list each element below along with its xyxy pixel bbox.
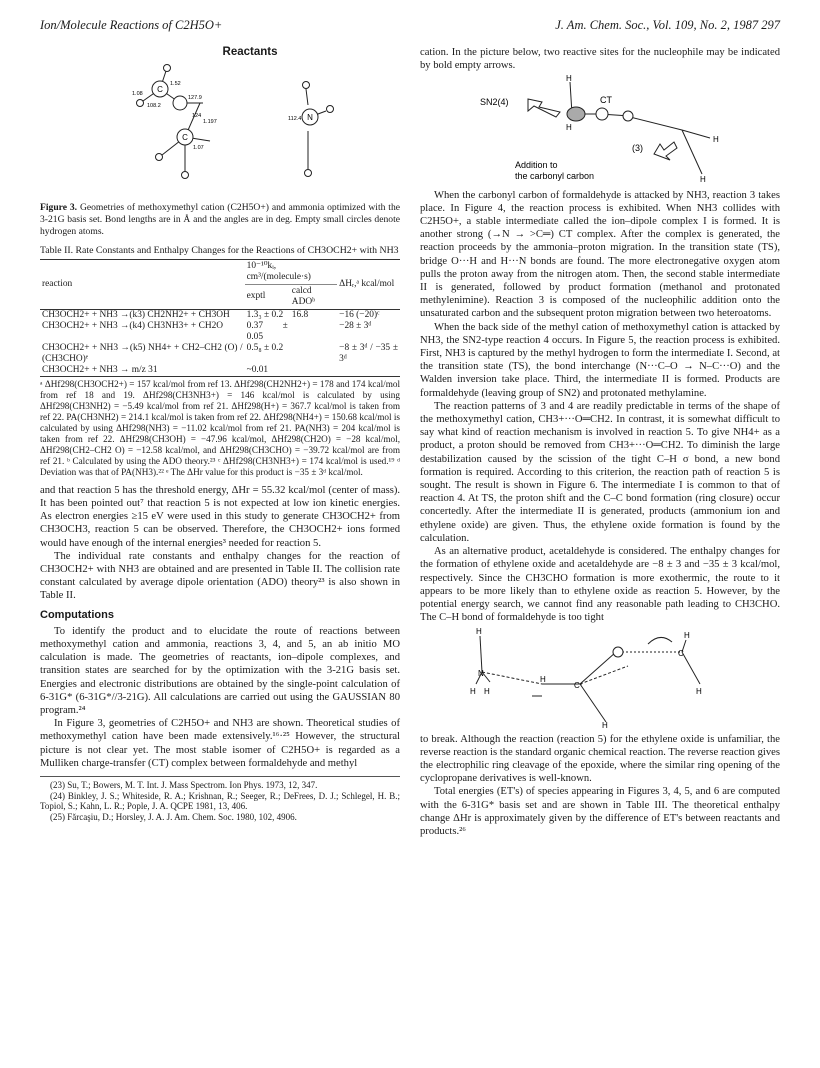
atom-label-c2: C	[182, 133, 188, 143]
table-2-title: Table II. Rate Constants and Enthalpy Changes for the Reactions of CH3OCH2+ with NH3	[40, 245, 399, 257]
table-row: CH3OCH2+ + NH3 →(k4) CH3NH3+ + CH2O 0.37 ± 0.05 −28 ± 3ᵈ	[42, 320, 372, 342]
addition-label: the carbonyl carbon	[515, 171, 595, 182]
figure-3-caption: Figure 3. Geometries of methoxymethyl cation (C2H5O+) and ammonia optimized with the 3-21G basis set. Bond lengths are in Å and the angles are in deg. Empty small circles denote hydrogen atoms.	[40, 202, 400, 237]
h-label: H	[476, 627, 482, 637]
bond-label-g: 1.07	[193, 145, 204, 152]
reference-item: (24) Binkley, J. S.; Whiteside, R. A.; Krishnan, R.; Seeger, R.; DeFrees, D. J.; Schlegel, H. B.; Topiol, S.; Kahn, L. R.; Pople, J. A. QCPE 1981, 13, 406.	[40, 790, 400, 812]
sn2-label: SN2(4)	[480, 97, 509, 108]
body-paragraph: To identify the product and to elucidate the route of reactions between methoxymethyl cation and ammonia, reactions 3, 4, and 5, an ab initio MO calculation is made. The geometries of reactants, ion–dipole complexes, and transition states are searched for by the optimization with the 3-21G basis set. Energies and electronic distributions are obtained by the single-point calculation of 6-31G* (6-31G*//3-21G). All calculations are carried out using the GAUSSIAN 80 program.²⁴	[40, 625, 400, 717]
methyl-carbon	[567, 107, 585, 121]
addition-label: Addition to	[515, 160, 558, 171]
body-paragraph: The individual rate constants and enthalpy changes for the reaction of CH3OCH2+ with NH3 are obtained and are presented in Table II. The collision rate constant calculated by average dipole orientation (ADO) theory²³ is also shown in Table II.	[40, 550, 400, 602]
col-header-exptl: exptl	[246, 291, 266, 302]
h-label: H	[700, 175, 706, 185]
h-label: H	[470, 687, 476, 697]
reaction-number: (3)	[632, 143, 643, 154]
section-heading: Computations	[40, 608, 114, 621]
oxygen-atom	[596, 108, 608, 120]
table-2	[40, 245, 400, 478]
col-header-group: 10⁻¹⁰kᵢ, cm³/(molecule·s)	[245, 259, 338, 284]
running-header	[40, 18, 780, 36]
header-journal: J. Am. Chem. Soc., Vol. 109, No. 2, 1987 297	[555, 18, 780, 32]
bond-label-a: 1.52	[170, 81, 181, 88]
h-label: H	[602, 721, 608, 729]
body-paragraph: to break. Although the reaction (reaction 5) for the ethylene oxide is unfamiliar, the reverse reaction is the standard organic chemical reaction. The reverse reaction gives the electrophilic ring cleavage of the epoxide, where the similar ring opening of the cyclopropane derivatives is well-known.	[420, 733, 780, 785]
angle-label-c: 108.2	[147, 103, 161, 110]
atom-label-c1: C	[157, 85, 163, 95]
curved-arrow-icon	[648, 638, 672, 645]
h-label: H	[566, 74, 572, 84]
h-label: H	[696, 687, 702, 697]
body-paragraph: and that reaction 5 has the threshold energy, ΔHr = 55.32 kcal/mol (center of mass). It has been pointed out⁷ that reaction 5 is not expected at low ion kinetic energies. As electron energies ≥15 eV were used in this study to generate CH3OCH2+ from CH3OCH3, reaction 5 can be observed. Therefore, the CH3OCH2+ ions formed would have enough of the internal energies³ needed for reaction 5.	[40, 484, 400, 549]
bond-label-f: 1.197	[203, 119, 217, 126]
c-label: C	[678, 649, 684, 659]
h-label: H	[566, 123, 572, 133]
left-column	[40, 46, 400, 822]
table-row: CH3OCH2+ + NH3 → m/z 31 ~0.01	[40, 365, 400, 377]
table-row: CH3OCH2+ + NH3 →(k5) NH4+ + CH2–CH2 (O) / (CH3CHO)ᵉ 0.5₈ ± 0.2 −8 ± 3ᵈ / −35 ± 3ᵈ	[42, 342, 398, 364]
angle-label-e: 124	[192, 113, 202, 120]
h-label: H	[484, 687, 490, 697]
body-paragraph: cation. In the picture below, two reactive sites for the nucleophile may be indicated by bold empty arrows.	[420, 47, 780, 72]
table-2-footnote: ᵃ ΔHf298(CH3OCH2+) = 157 kcal/mol from ref 13. ΔHf298(CH2NH2+) = 178 and 174 kcal/mol from ref 18 and 19. ΔHf298(CH3NH3+) = 146 kcal/mol is calculated by using ΔHf298(CH3NH2) = −5.49 kcal/mol from ref 21. ΔHf298(H+) = 367.7 kcal/mol is taken from ref 22. PA(CH3NH2) = 214.1 kcal/mol is taken from ref 22. ΔHf298(NH4+) = 150.68 kcal/mol is calculated by using ΔHf298(NH3) = −11.02 kcal/mol from ref 21. PA(NH3) = 204 kcal/mol is taken from ref 22. ΔHf298(CH3OH) = −47.96 kcal/mol, ΔHf298(CH2O) = −28 kcal/mol, ΔHf298(CH2–CH2 O) = −12.58 kcal/mol, and ΔHf298(CH3CHO) = −39.72 kcal/mol are from ref 21. ᵇ Calculated by using the ADO theory.²³ ᶜ ΔHf298(CH3NH3+) = 174 kcal/mol is used.¹⁹ ᵈ Deviation was that of PA(NH3).²² ᵉ The ΔHr value for this product is −35 ± 3ᵈ kcal/mol.	[40, 378, 400, 477]
oxygen-atom	[173, 96, 187, 110]
body-paragraph: The reaction patterns of 3 and 4 are readily predictable in terms of the shape of the methoxymethyl cation, CH3+···O═CH2. In contrast, it is somewhat difficult to say what kind of reaction mechanism is involved in reaction 5. To give NH4+ as a product, a proton should be removed from CH3+···O═CH2. To diminish the large destabilization caused by the scission of the tight C–H σ bond, a new bond formation is required. According to this criterion, the reaction path of reaction 5 is sought. The result is shown in Figure 6. The intermediate I is common to that of reaction 4. At TS, the proton shift and the C–C bond formation (ring closure) occur concertedly. After the intermediate II is generated, products (ammonium ion and ethylene oxide) are given. Thus, the ethylene oxide formation is found by the calculation.	[420, 400, 780, 544]
h-label: H	[713, 135, 719, 145]
ct-label: CT	[600, 95, 612, 106]
right-column	[420, 46, 780, 838]
figure-3-title: Reactants	[222, 46, 278, 58]
reference-item: (25) Fărcaşiu, D.; Horsley, J. A. J. Am. Chem. Soc. 1980, 102, 4906.	[50, 811, 297, 822]
c-label: C	[574, 681, 580, 691]
bond-label-b: 1.08	[132, 91, 143, 98]
oxygen-atom	[613, 647, 623, 657]
reactive-sites-scheme	[420, 72, 780, 184]
col-header-calcd: calcd ADOᵇ	[291, 285, 316, 307]
body-paragraph: Total energies (ET's) of species appearing in Figures 3, 4, 5, and 6 are computed with the 6-31G* basis set and are shown in Table III. The theoretical enthalpy change ΔHr is approximately given by the difference of ET's between reactants and products.²⁶	[420, 786, 780, 837]
col-header-reaction: reaction	[40, 259, 245, 309]
angle-label-h: 112.4	[288, 116, 302, 123]
references	[40, 776, 400, 822]
angle-label-d: 127.9	[188, 95, 202, 102]
reference-item: (23) Su, T.; Bowers, M. T. Int. J. Mass Spectrom. Ion Phys. 1973, 12, 347.	[50, 780, 318, 791]
body-paragraph: In Figure 3, geometries of C2H5O+ and NH3 are shown. Theoretical studies of methoxymethyl cation have been made extensively.¹⁶·²⁵ However, the structural picture is not clear yet. The most stable isomer of C2H5O+ is regarded as a Mulliken charge-transfer (CT) complex between formaldehyde and methyl	[40, 718, 400, 769]
carbonyl-oxygen	[623, 111, 633, 121]
transition-state-sketch	[420, 624, 780, 728]
figure-3	[40, 46, 400, 237]
figure-3-structures	[40, 59, 400, 194]
header-title: Ion/Molecule Reactions of C2H5O+	[40, 18, 223, 32]
table-2-grid	[40, 259, 400, 377]
col-header-dh: ΔHᵣ,ᵃ kcal/mol	[337, 259, 400, 309]
h-label: H	[684, 631, 690, 641]
h-label: H	[540, 675, 546, 685]
body-paragraph: As an alternative product, acetaldehyde is considered. The enthalpy changes for the formation of ethylene oxide and acetaldehyde are −8 ± 3 and −35 ± 3 kcal/mol, respectively. Since the CH3CHO formation is more exothermic, the route to it appears to be more likely than to ethylene oxide as reaction 5. However, by the potential energy search, we cannot find any reasonable path leading to CH3CHO. The C–H bond of formaldehyde is too tight	[420, 546, 780, 624]
table-row: CH3OCH2+ + NH3 →(k3) CH2NH2+ + CH3OH 1.3₃ ± 0.2 16.8 −16 (−20)ᶜ	[42, 309, 380, 320]
body-paragraph: When the back side of the methyl cation of methoxymethyl cation is attacked by NH3, the SN2-type reaction 4 occurs. In Figure 5, the reaction process is exhibited. First, NH3 is captured by the methyl hydrogen to form the intermediate I. Second, at the transition state (TS), the bond interchange (N···C–O → N–C···O) and the Walden inversion take place. Third, the intermediate II is formed. Products are formaldehyde (leaving group of SN2) and protonated methylamine.	[420, 321, 780, 399]
addition-arrow-icon	[654, 142, 677, 160]
atom-label-n: N	[307, 113, 313, 123]
n-label: N	[478, 669, 484, 679]
sn2-arrow-icon	[528, 99, 560, 117]
body-paragraph: When the carbonyl carbon of formaldehyde is attacked by NH3, reaction 3 takes place. In Figure 4, the reaction process is exhibited. When NH3 collides with C2H5O+, a stable intermediate called the ion–dipole complex I is formed. It is another strong (→N → >C═) CT complex. After the complex is generated, the reaction proceeds by the ammonia–proton migration. In the transition state (TS), bridge O···H and H···N bonds are found. The more electronegative oxygen atom pulls the proton away from the nitrogen atom. Then, the second stable intermediate II is generated, followed by product formation (methanol and protonated methylenimine). Reaction 3 is composed of the nucleophilic addition onto the unsaturated carbon and the subsequent proton migration between two heteroatoms.	[420, 189, 780, 320]
